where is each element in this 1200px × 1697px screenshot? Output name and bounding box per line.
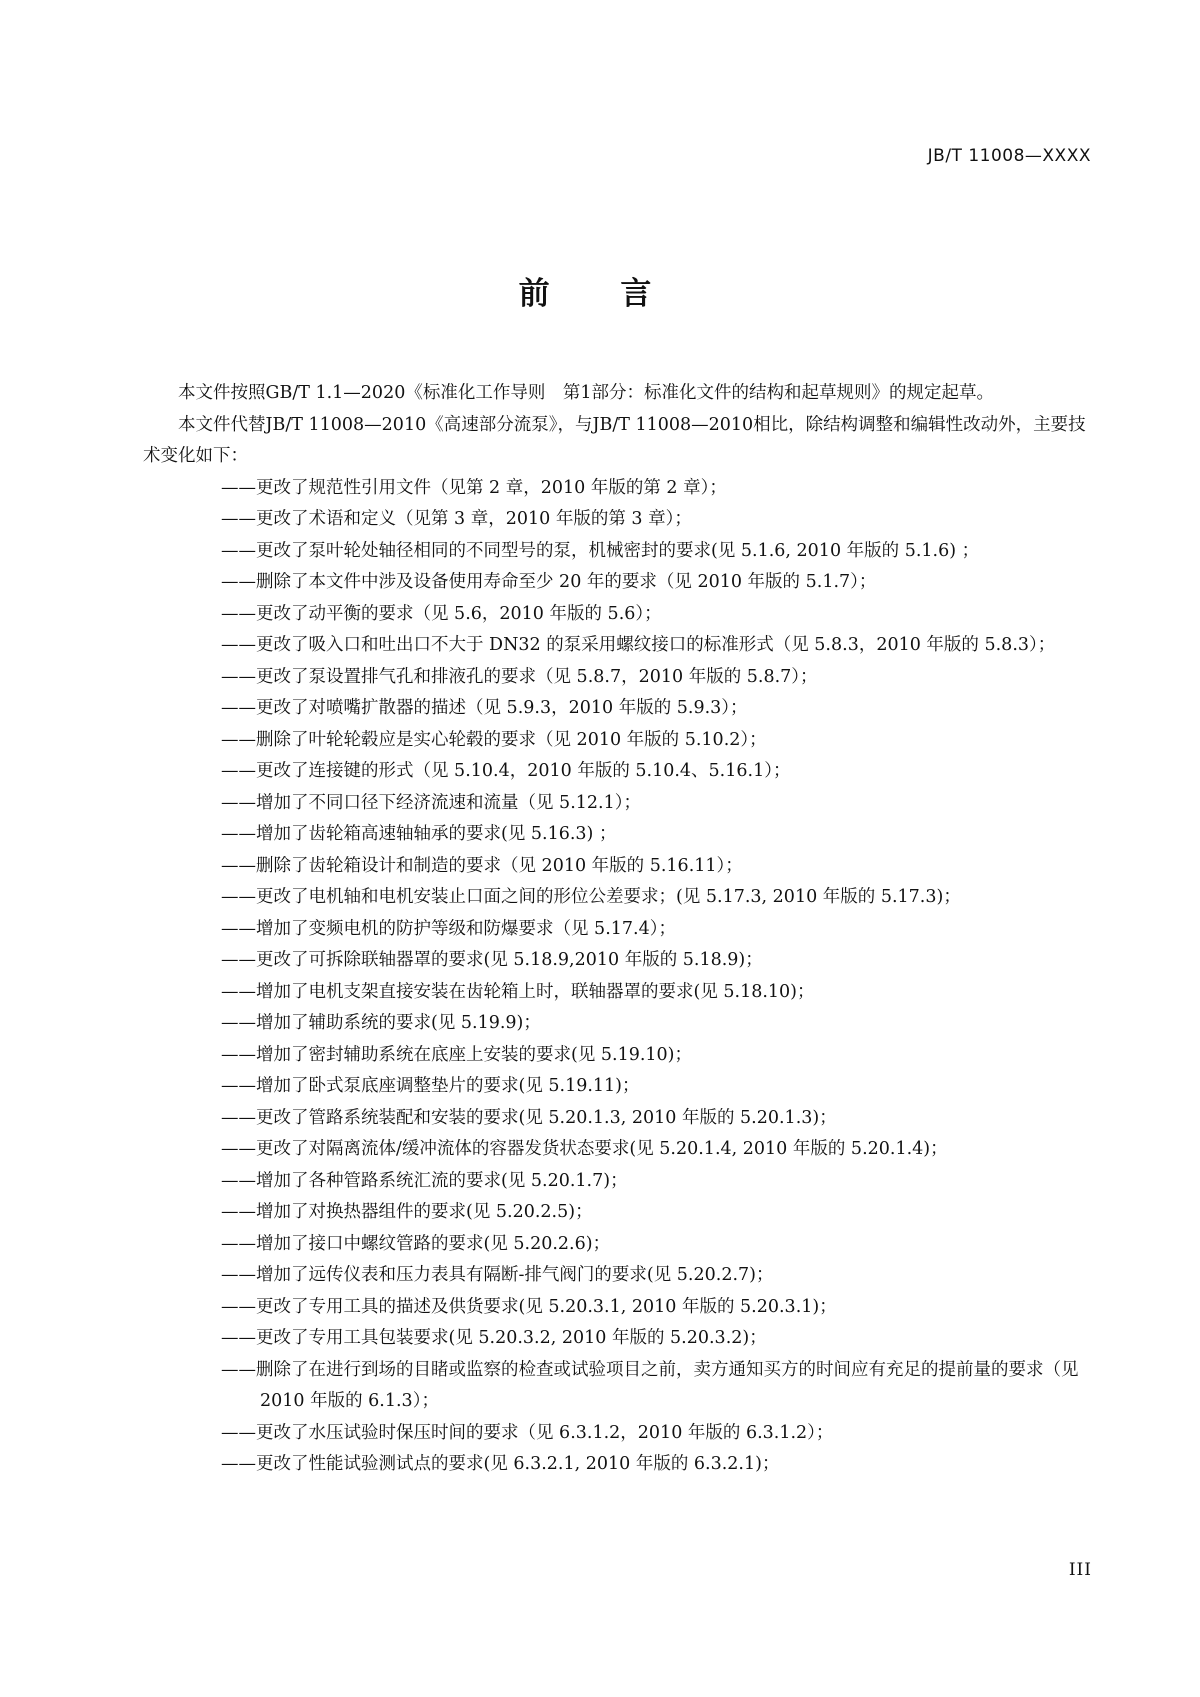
change-item: ——更改了对隔离流体/缓冲流体的容器发货状态要求(见 5.20.1.4, 2010 年版的 5.20.1.4)； bbox=[221, 1139, 948, 1159]
page-title: 前 言 bbox=[518, 276, 682, 312]
change-item: ——更改了规范性引用文件（见第 2 章，2010 年版的第 2 章）； bbox=[221, 477, 727, 498]
change-item: ——增加了电机支架直接安装在齿轮箱上时，联轴器罩的要求(见 5.18.10)； bbox=[221, 981, 815, 1002]
change-item: ——更改了连接键的形式（见 5.10.4，2010 年版的 5.10.4、5.16.1）； bbox=[221, 761, 791, 781]
change-item: ——更改了性能试验测试点的要求(见 6.3.2.1, 2010 年版的 6.3.2.1)； bbox=[221, 1454, 780, 1474]
change-item: ——更改了电机轴和电机安装止口面之间的形位公差要求；(见 5.17.3, 2010 年版的 5.17.3)； bbox=[221, 887, 961, 907]
replacement-paragraph: 本文件代替JB/T 11008—2010《高速部分流泵》，与JB/T 11008—2010相比，除结构调整和编辑性改动外，主要技术变化如下： bbox=[143, 414, 1086, 466]
change-item: ——删除了齿轮箱设计和制造的要求（见 2010 年版的 5.16.11）； bbox=[221, 855, 743, 876]
change-item: ——更改了泵叶轮处轴径相同的不同型号的泵，机械密封的要求(见 5.1.6, 2010 年版的 5.1.6) ； bbox=[221, 540, 980, 561]
change-item: ——删除了本文件中涉及设备使用寿命至少 20 年的要求（见 2010 年版的 5.1.7）； bbox=[221, 572, 877, 592]
change-item: ——增加了接口中螺纹管路的要求(见 5.20.2.6)； bbox=[221, 1233, 611, 1254]
change-item: ——增加了辅助系统的要求(见 5.19.9)； bbox=[221, 1013, 541, 1033]
document-code: JB/T 11008—XXXX bbox=[927, 146, 1091, 166]
change-item: ——增加了齿轮箱高速轴轴承的要求(见 5.16.3) ； bbox=[221, 824, 617, 844]
intro-paragraph: 本文件按照GB/T 1.1—2020《标准化工作导则 第1部分：标准化文件的结构和起草规则》的规定起草。 bbox=[178, 383, 994, 403]
change-item: ——更改了术语和定义（见第 3 章，2010 年版的第 3 章）； bbox=[221, 509, 692, 529]
change-item: ——更改了泵设置排气孔和排液孔的要求（见 5.8.7，2010 年版的 5.8.7）； bbox=[221, 666, 818, 687]
change-item: ——增加了密封辅助系统在底座上安装的要求(见 5.19.10)； bbox=[221, 1044, 693, 1065]
change-item: ——删除了叶轮轮毂应是实心轮毂的要求（见 2010 年版的 5.10.2）； bbox=[221, 729, 767, 750]
change-item: ——增加了各种管路系统汇流的要求(见 5.20.1.7)； bbox=[221, 1170, 628, 1191]
document-body bbox=[143, 378, 1093, 1481]
change-item: ——更改了专用工具的描述及供货要求(见 5.20.3.1, 2010 年版的 5.20.3.1)； bbox=[221, 1296, 837, 1317]
change-item: ——增加了卧式泵底座调整垫片的要求(见 5.19.11)； bbox=[221, 1076, 640, 1096]
change-item: ——更改了管路系统装配和安装的要求(见 5.20.1.3, 2010 年版的 5.20.1.3)； bbox=[221, 1107, 837, 1128]
change-item: ——删除了在进行到场的目睹或监察的检查或试验项目之前，卖方通知买方的时间应有充足的提前量的要求（见 2010 年版的 6.1.3）； bbox=[221, 1359, 1079, 1411]
change-item: ——更改了吸入口和吐出口不大于 DN32 的泵采用螺纹接口的标准形式（见 5.8.3，2010 年版的 5.8.3）； bbox=[221, 635, 1056, 655]
change-item: ——增加了对换热器组件的要求(见 5.20.2.5)； bbox=[221, 1202, 593, 1222]
change-item: ——增加了不同口径下经济流速和流量（见 5.12.1）； bbox=[221, 792, 641, 813]
changes-list bbox=[143, 473, 1093, 1481]
change-item: ——更改了对喷嘴扩散器的描述（见 5.9.3，2010 年版的 5.9.3）； bbox=[221, 698, 748, 718]
page-number: III bbox=[1068, 1560, 1092, 1580]
change-item: ——更改了水压试验时保压时间的要求（见 6.3.1.2，2010 年版的 6.3.1.2）； bbox=[221, 1422, 834, 1443]
change-item: ——增加了变频电机的防护等级和防爆要求（见 5.17.4）； bbox=[221, 918, 676, 939]
change-item: ——更改了可拆除联轴器罩的要求(见 5.18.9,2010 年版的 5.18.9)； bbox=[221, 950, 763, 970]
change-item: ——更改了动平衡的要求（见 5.6，2010 年版的 5.6）； bbox=[221, 603, 662, 624]
change-item: ——更改了专用工具包装要求(见 5.20.3.2, 2010 年版的 5.20.3.2)； bbox=[221, 1328, 767, 1348]
change-item: ——增加了远传仪表和压力表具有隔断-排气阀门的要求(见 5.20.2.7)； bbox=[221, 1265, 774, 1285]
